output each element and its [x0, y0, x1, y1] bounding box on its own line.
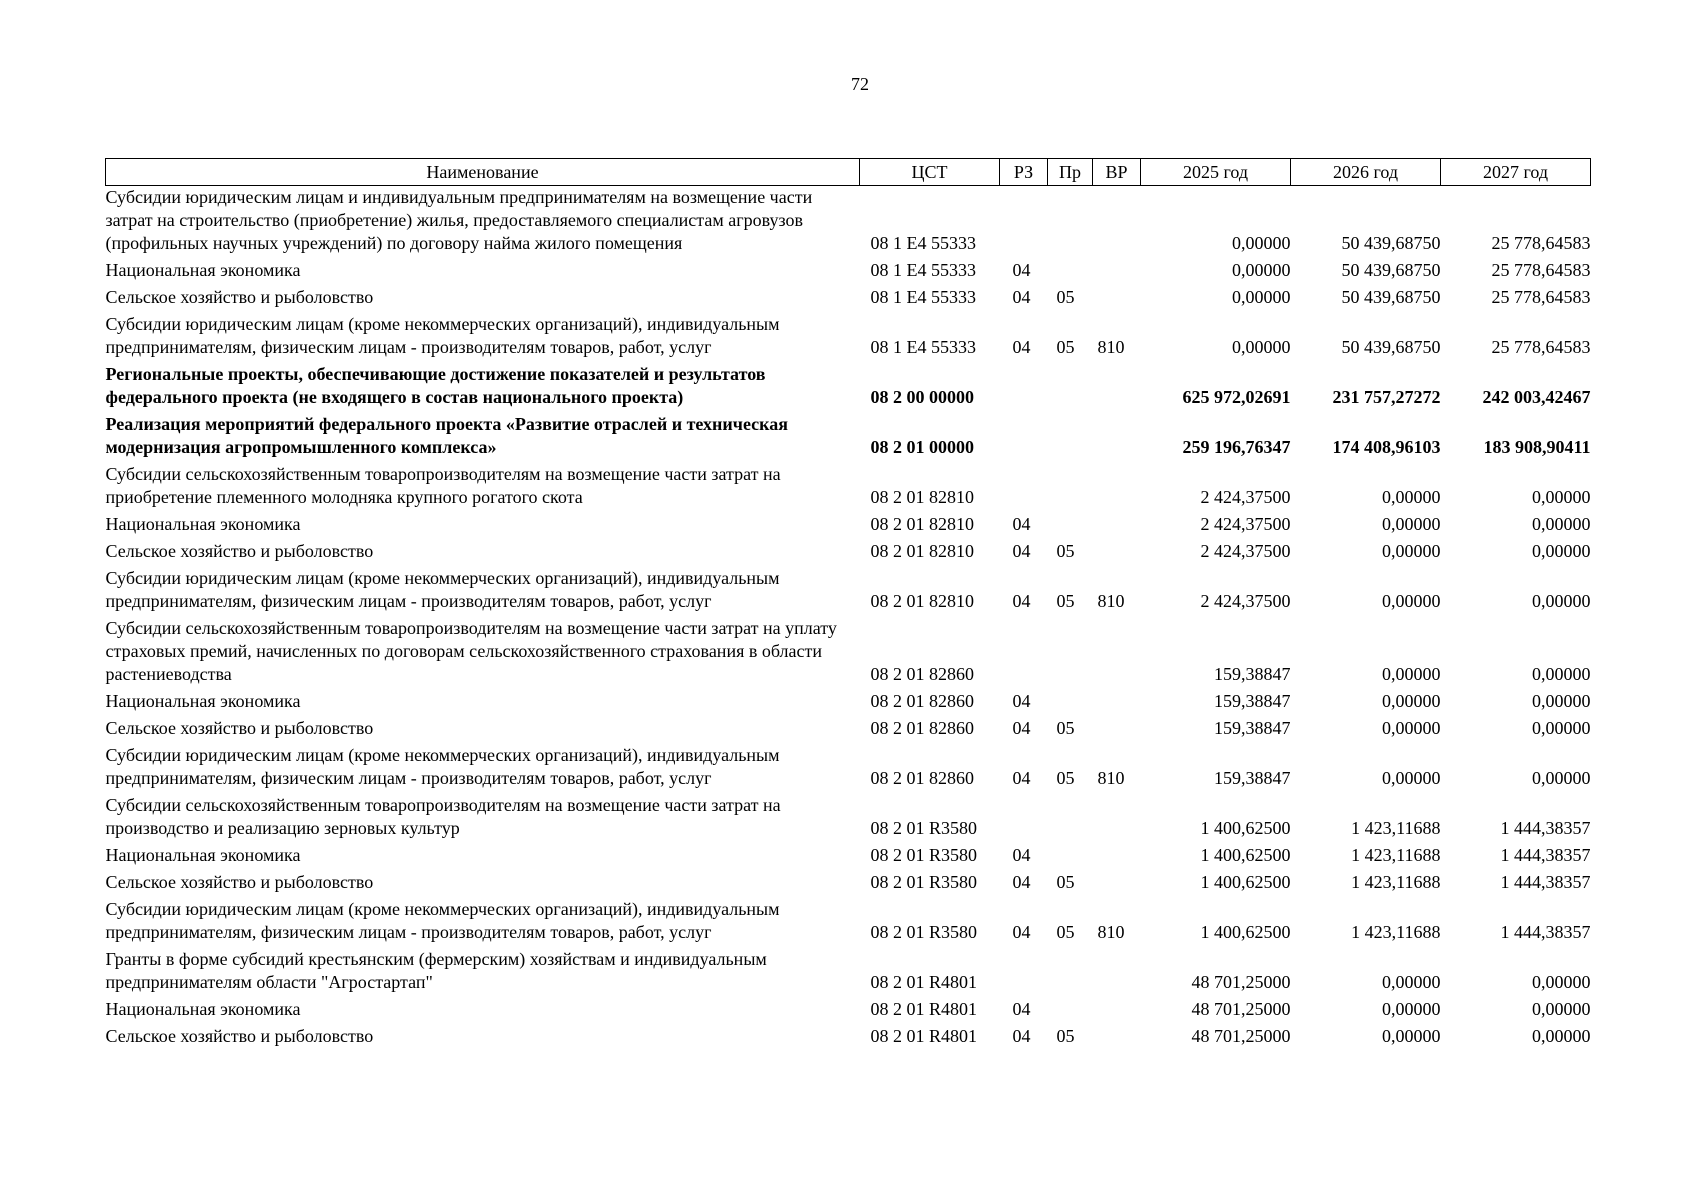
row-vr	[1093, 794, 1141, 844]
row-pr	[1048, 463, 1093, 513]
row-name: Национальная экономика	[105, 260, 301, 280]
row-2027: 0,00000	[1532, 1026, 1591, 1046]
row-rz: 04	[1012, 514, 1031, 534]
row-2026: 1 423,11688	[1351, 872, 1441, 892]
row-cst: 08 2 00 00000	[870, 387, 974, 407]
row-2025: 159,38847	[1214, 768, 1291, 788]
row-vr	[1093, 998, 1141, 1025]
row-2025: 2 424,37500	[1200, 591, 1291, 611]
row-cst: 08 1 Е4 55333	[870, 287, 976, 307]
table-row	[106, 363, 1591, 413]
row-rz: 04	[1012, 591, 1031, 611]
row-2027: 0,00000	[1532, 768, 1591, 788]
header-vr: ВР	[1093, 159, 1141, 186]
row-2025: 1 400,62500	[1200, 845, 1291, 865]
row-2025: 0,00000	[1232, 233, 1291, 253]
row-rz: 04	[1012, 287, 1031, 307]
row-vr	[1093, 948, 1141, 998]
row-2025: 0,00000	[1232, 287, 1291, 307]
row-rz	[1000, 413, 1048, 463]
row-rz	[1000, 794, 1048, 844]
row-2026: 1 423,11688	[1351, 818, 1441, 838]
row-2027: 0,00000	[1532, 487, 1591, 507]
table-row	[106, 844, 1591, 871]
row-2027: 0,00000	[1532, 972, 1591, 992]
row-2026: 231 757,27272	[1332, 387, 1441, 407]
row-rz	[1000, 463, 1048, 513]
table-row	[106, 540, 1591, 567]
row-2026: 50 439,68750	[1341, 337, 1441, 357]
row-cst: 08 2 01 R3580	[870, 922, 978, 942]
table-row	[106, 998, 1591, 1025]
row-pr	[1048, 690, 1093, 717]
row-2025: 48 701,25000	[1191, 972, 1291, 992]
row-rz: 04	[1012, 691, 1031, 711]
row-name: Сельское хозяйство и рыболовство	[105, 872, 374, 892]
header-pr: Пр	[1048, 159, 1093, 186]
row-2026: 0,00000	[1382, 1026, 1441, 1046]
budget-table	[105, 158, 1591, 1052]
row-rz: 04	[1012, 845, 1031, 865]
row-2027: 25 778,64583	[1491, 260, 1591, 280]
row-cst: 08 2 01 82810	[870, 514, 974, 534]
table-row	[106, 717, 1591, 744]
row-2027: 242 003,42467	[1482, 387, 1591, 407]
row-rz	[1000, 186, 1048, 260]
row-vr: 810	[1097, 922, 1125, 942]
row-name: Региональные проекты, обеспечивающие достижение показателей и результатов федерального проекта (не входящего в состав национального проекта)	[105, 364, 766, 407]
table-row	[106, 617, 1591, 690]
row-vr	[1093, 717, 1141, 744]
row-cst: 08 2 01 82810	[870, 487, 974, 507]
row-pr: 05	[1056, 541, 1075, 561]
row-cst: 08 1 Е4 55333	[870, 260, 976, 280]
row-cst: 08 1 Е4 55333	[870, 337, 976, 357]
row-2026: 50 439,68750	[1341, 260, 1441, 280]
table-row	[106, 871, 1591, 898]
table-body	[106, 186, 1591, 1053]
row-pr: 05	[1056, 591, 1075, 611]
table-header-row	[106, 159, 1591, 186]
header-rz: РЗ	[1000, 159, 1048, 186]
header-2027: 2027 год	[1441, 159, 1591, 186]
row-2027: 1 444,38357	[1500, 845, 1591, 865]
row-vr	[1093, 844, 1141, 871]
row-vr	[1093, 513, 1141, 540]
row-rz	[1000, 948, 1048, 998]
row-pr	[1048, 617, 1093, 690]
row-name: Субсидии юридическим лицам (кроме некоммерческих организаций), индивидуальным предпринимателям, физическим лицам - производителям товаров, работ, услуг	[105, 745, 780, 788]
row-2027: 0,00000	[1532, 664, 1591, 684]
row-name: Субсидии юридическим лицам и индивидуальным предпринимателям на возмещение части затрат на строительство (приобретение) жилья, предоставляемого специалистам агровузов (профильных научных учреждений) по договору найма жилого помещения	[105, 187, 813, 253]
row-rz	[1000, 363, 1048, 413]
row-2026: 0,00000	[1382, 768, 1441, 788]
row-2025: 159,38847	[1214, 664, 1291, 684]
row-name: Сельское хозяйство и рыболовство	[105, 1026, 374, 1046]
header-2025: 2025 год	[1141, 159, 1291, 186]
row-2025: 625 972,02691	[1182, 387, 1291, 407]
row-rz: 04	[1012, 999, 1031, 1019]
row-2027: 0,00000	[1532, 718, 1591, 738]
row-vr	[1093, 286, 1141, 313]
row-name: Субсидии юридическим лицам (кроме некоммерческих организаций), индивидуальным предпринимателям, физическим лицам - производителям товаров, работ, услуг	[105, 314, 780, 357]
row-vr: 810	[1097, 337, 1125, 357]
row-2025: 48 701,25000	[1191, 1026, 1291, 1046]
row-2026: 0,00000	[1382, 999, 1441, 1019]
row-2026: 1 423,11688	[1351, 845, 1441, 865]
table-row	[106, 513, 1591, 540]
row-2026: 50 439,68750	[1341, 233, 1441, 253]
row-name: Субсидии юридическим лицам (кроме некоммерческих организаций), индивидуальным предпринимателям, физическим лицам - производителям товаров, работ, услуг	[105, 568, 780, 611]
row-2025: 1 400,62500	[1200, 818, 1291, 838]
row-vr	[1093, 413, 1141, 463]
row-2027: 25 778,64583	[1491, 337, 1591, 357]
row-2027: 1 444,38357	[1500, 872, 1591, 892]
row-pr	[1048, 948, 1093, 998]
row-2026: 0,00000	[1382, 664, 1441, 684]
row-pr	[1048, 513, 1093, 540]
row-2025: 159,38847	[1214, 691, 1291, 711]
row-pr	[1048, 259, 1093, 286]
row-2027: 0,00000	[1532, 691, 1591, 711]
row-pr	[1048, 413, 1093, 463]
table-row	[106, 259, 1591, 286]
row-name: Сельское хозяйство и рыболовство	[105, 541, 374, 561]
row-2027: 1 444,38357	[1500, 922, 1591, 942]
row-2027: 0,00000	[1532, 514, 1591, 534]
row-cst: 08 2 01 R4801	[870, 1026, 978, 1046]
row-vr	[1093, 1025, 1141, 1052]
row-2025: 2 424,37500	[1200, 514, 1291, 534]
row-2025: 1 400,62500	[1200, 922, 1291, 942]
row-2025: 0,00000	[1232, 337, 1291, 357]
table-row	[106, 794, 1591, 844]
row-rz: 04	[1012, 337, 1031, 357]
row-2025: 48 701,25000	[1191, 999, 1291, 1019]
row-2025: 159,38847	[1214, 718, 1291, 738]
row-pr	[1048, 794, 1093, 844]
row-name: Реализация мероприятий федерального проекта «Развитие отраслей и техническая модернизация агропромышленного комплекса»	[105, 414, 788, 457]
row-vr	[1093, 463, 1141, 513]
row-cst: 08 2 01 R4801	[870, 972, 978, 992]
row-cst: 08 2 01 82860	[870, 691, 974, 711]
row-2025: 2 424,37500	[1200, 487, 1291, 507]
row-pr: 05	[1056, 337, 1075, 357]
row-pr: 05	[1056, 1026, 1075, 1046]
row-rz	[1000, 617, 1048, 690]
row-rz: 04	[1012, 718, 1031, 738]
row-2027: 1 444,38357	[1500, 818, 1591, 838]
row-pr: 05	[1056, 287, 1075, 307]
row-2026: 0,00000	[1382, 487, 1441, 507]
row-2025: 1 400,62500	[1200, 872, 1291, 892]
row-2026: 0,00000	[1382, 718, 1441, 738]
header-cst: ЦСТ	[860, 159, 1000, 186]
table-row	[106, 413, 1591, 463]
row-2027: 0,00000	[1532, 541, 1591, 561]
row-cst: 08 2 01 82860	[870, 718, 974, 738]
row-2026: 0,00000	[1382, 541, 1441, 561]
row-name: Национальная экономика	[105, 999, 301, 1019]
row-vr	[1093, 540, 1141, 567]
row-name: Субсидии юридическим лицам (кроме некоммерческих организаций), индивидуальным предпринимателям, физическим лицам - производителям товаров, работ, услуг	[105, 899, 780, 942]
row-2027: 25 778,64583	[1491, 287, 1591, 307]
table-row	[106, 286, 1591, 313]
row-cst: 08 2 01 82860	[870, 768, 974, 788]
table-row	[106, 313, 1591, 363]
row-2026: 0,00000	[1382, 514, 1441, 534]
row-2026: 0,00000	[1382, 691, 1441, 711]
row-cst: 08 2 01 00000	[870, 437, 974, 457]
row-vr	[1093, 690, 1141, 717]
row-2026: 0,00000	[1382, 972, 1441, 992]
row-rz: 04	[1012, 541, 1031, 561]
row-name: Национальная экономика	[105, 691, 301, 711]
row-cst: 08 2 01 R3580	[870, 845, 978, 865]
table-row	[106, 567, 1591, 617]
row-pr: 05	[1056, 872, 1075, 892]
table-row	[106, 1025, 1591, 1052]
row-vr	[1093, 259, 1141, 286]
row-2026: 0,00000	[1382, 591, 1441, 611]
row-rz: 04	[1012, 1026, 1031, 1046]
row-pr	[1048, 844, 1093, 871]
row-name: Национальная экономика	[105, 514, 301, 534]
row-pr	[1048, 363, 1093, 413]
row-vr: 810	[1097, 768, 1125, 788]
row-2026: 1 423,11688	[1351, 922, 1441, 942]
page-number: 72	[851, 74, 869, 94]
table-row	[106, 744, 1591, 794]
row-name: Национальная экономика	[105, 845, 301, 865]
row-rz: 04	[1012, 768, 1031, 788]
row-2027: 25 778,64583	[1491, 233, 1591, 253]
row-pr	[1048, 998, 1093, 1025]
row-cst: 08 2 01 R4801	[870, 999, 978, 1019]
row-name: Субсидии сельскохозяйственным товаропроизводителям на возмещение части затрат на производство и реализацию зерновых культур	[105, 795, 781, 838]
row-name: Сельское хозяйство и рыболовство	[105, 718, 374, 738]
row-cst: 08 2 01 82810	[870, 541, 974, 561]
row-2026: 50 439,68750	[1341, 287, 1441, 307]
row-2027: 0,00000	[1532, 591, 1591, 611]
row-name: Сельское хозяйство и рыболовство	[105, 287, 374, 307]
row-vr	[1093, 617, 1141, 690]
row-rz: 04	[1012, 260, 1031, 280]
row-name: Субсидии сельскохозяйственным товаропроизводителям на возмещение части затрат на уплату страховых премий, начисленных по договорам сельскохозяйственного страхования в области растениеводства	[105, 618, 837, 684]
row-pr: 05	[1056, 768, 1075, 788]
row-cst: 08 2 01 82860	[870, 664, 974, 684]
row-vr	[1093, 363, 1141, 413]
table-row	[106, 186, 1591, 260]
header-name: Наименование	[106, 159, 860, 186]
row-pr	[1048, 186, 1093, 260]
row-vr	[1093, 871, 1141, 898]
row-cst: 08 2 01 R3580	[870, 872, 978, 892]
header-2026: 2026 год	[1291, 159, 1441, 186]
row-rz: 04	[1012, 872, 1031, 892]
row-vr: 810	[1097, 591, 1125, 611]
row-cst: 08 1 Е4 55333	[870, 233, 976, 253]
row-name: Субсидии сельскохозяйственным товаропроизводителям на возмещение части затрат на приобретение племенного молодняка крупного рогатого скота	[105, 464, 781, 507]
table-row	[106, 463, 1591, 513]
row-rz: 04	[1012, 922, 1031, 942]
table-row	[106, 898, 1591, 948]
row-2025: 0,00000	[1232, 260, 1291, 280]
row-name: Гранты в форме субсидий крестьянским (фермерским) хозяйствам и индивидуальным предпринимателям области "Агростартап"	[105, 949, 767, 992]
table-row	[106, 690, 1591, 717]
row-pr: 05	[1056, 718, 1075, 738]
row-cst: 08 2 01 R3580	[870, 818, 978, 838]
row-2027: 0,00000	[1532, 999, 1591, 1019]
row-2027: 183 908,90411	[1483, 437, 1591, 457]
row-vr	[1093, 186, 1141, 260]
row-2025: 2 424,37500	[1200, 541, 1291, 561]
row-2025: 259 196,76347	[1182, 437, 1291, 457]
row-2026: 174 408,96103	[1332, 437, 1441, 457]
row-cst: 08 2 01 82810	[870, 591, 974, 611]
row-pr: 05	[1056, 922, 1075, 942]
table-row	[106, 948, 1591, 998]
